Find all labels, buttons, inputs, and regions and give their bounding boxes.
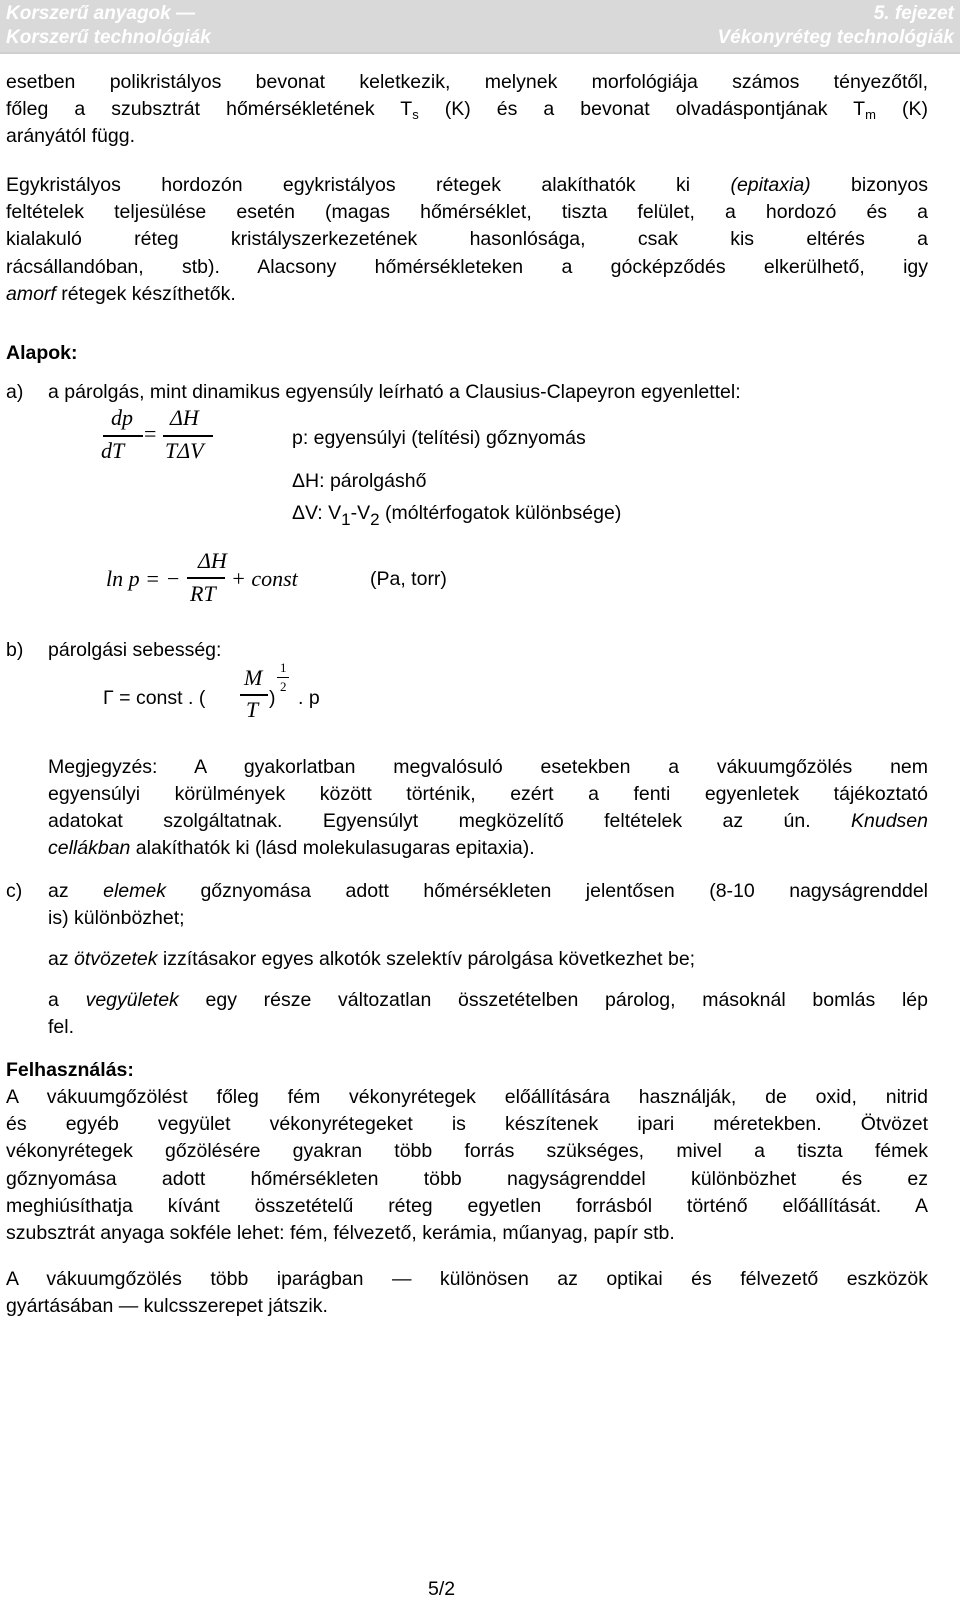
list-marker-a: a) xyxy=(6,381,24,403)
text-line: gyártásában — kulcsszerepet játszik. xyxy=(6,1295,328,1317)
header-right-line1: 5. fejezet xyxy=(873,3,954,24)
header-left-line2: Korszerű technológiák xyxy=(6,27,211,48)
page-header xyxy=(0,0,960,52)
header-right-line2: Vékonyréteg technológiák xyxy=(717,27,954,48)
text-line: feltételek teljesülése esetén (magas hőmérséklet, tiszta felület, a hordozó és a xyxy=(6,201,928,223)
definition-dh: ΔH: párolgáshő xyxy=(292,470,427,492)
list-marker-b: b) xyxy=(6,639,24,661)
header-divider xyxy=(0,52,960,54)
text-line: kialakuló réteg kristályszerkezetének hasonlósága, csak kis eltérés a xyxy=(6,228,928,250)
text-line: az ötvözetek izzításakor egyes alkotók szelektív párolgása következhet be; xyxy=(48,948,696,970)
list-marker-c: c) xyxy=(6,880,23,902)
text-line: Megjegyzés: A gyakorlatban megvalósuló esetekben a vákuumgőzölés nem xyxy=(48,756,928,778)
section-heading-usage: Felhasználás: xyxy=(6,1059,134,1081)
list-item-a-text: a párolgás, mint dinamikus egyensúly leírható a Clausius-Clapeyron egyenlettel: xyxy=(48,381,741,403)
text-line: A vákuumgőzölést főleg fém vékonyrétegek előállítására használják, de oxid, nitrid xyxy=(6,1086,928,1108)
text-line: az elemek gőznyomása adott hőmérsékleten jelentősen (8-10 nagyságrenddel xyxy=(48,880,928,902)
text-line: meghiúsíthatja kívánt összetételű réteg egyetlen forrásból történő előállítását. A xyxy=(6,1195,928,1217)
text-line: fel. xyxy=(48,1016,75,1038)
text-line: szubsztrát anyaga sokféle lehet: fém, félvezető, kerámia, műanyag, papír stb. xyxy=(6,1222,675,1244)
text-line: amorf rétegek készíthetők. xyxy=(6,283,236,305)
text-line: A vákuumgőzölés több iparágban — különösen az optikai és félvezető eszközök xyxy=(6,1268,928,1290)
definition-dv: ΔV: $V_1-V_2$ (móltérfogatok különbsége) xyxy=(292,502,622,529)
text-line: gőznyomása adott hőmérsékleten több nagyságrenddel különbözhet és ez xyxy=(6,1168,928,1190)
units-label: (Pa, torr) xyxy=(370,568,447,590)
text-line: egyensúlyi körülmények között történik, ezért a fenti egyenletek tájékoztató xyxy=(48,783,928,805)
text-line: a vegyületek egy része változatlan összetételben párolog, másoknál bomlás lép xyxy=(48,989,928,1011)
text-line: és egyéb vegyület vékonyrétegeket is készítenek ipari méretekben. Ötvözet xyxy=(6,1113,928,1135)
text-line: is) különbözhet; xyxy=(48,907,185,929)
text-line: főleg a szubsztrát hőmérsékletének $T_s$ (K) és a bevonat olvadáspontjának $T_m$ (K) xyxy=(6,98,928,122)
text-line: Egykristályos hordozón egykristályos rétegek alakíthatók ki (epitaxia) bizonyos xyxy=(6,174,928,196)
header-left-line1: Korszerű anyagok — xyxy=(6,3,195,24)
text-line: rácsállandóban, stb). Alacsony hőmérsékleteken a gócképződés elkerülhető, igy xyxy=(6,256,928,278)
section-heading-alapok: Alapok: xyxy=(6,342,78,364)
text-line: adatokat szolgáltatnak. Egyensúlyt megközelítő feltételek az ún. Knudsen xyxy=(48,810,928,832)
list-item-b-text: párolgási sebesség: xyxy=(48,639,222,661)
text-line: vékonyrétegek gőzölésére gyakran több forrás szükséges, mivel a tiszta fémek xyxy=(6,1140,928,1162)
page-number: 5/2 xyxy=(428,1578,456,1600)
text-line: arányától függ. xyxy=(6,125,136,147)
text-line: esetben polikristályos bevonat keletkezik, melynek morfológiája számos tényezőtől, xyxy=(6,71,928,93)
definition-p: p: egyensúlyi (telítési) gőznyomás xyxy=(292,427,586,449)
text-line: cellákban alakíthatók ki (lásd molekulasugaras epitaxia). xyxy=(48,837,535,859)
